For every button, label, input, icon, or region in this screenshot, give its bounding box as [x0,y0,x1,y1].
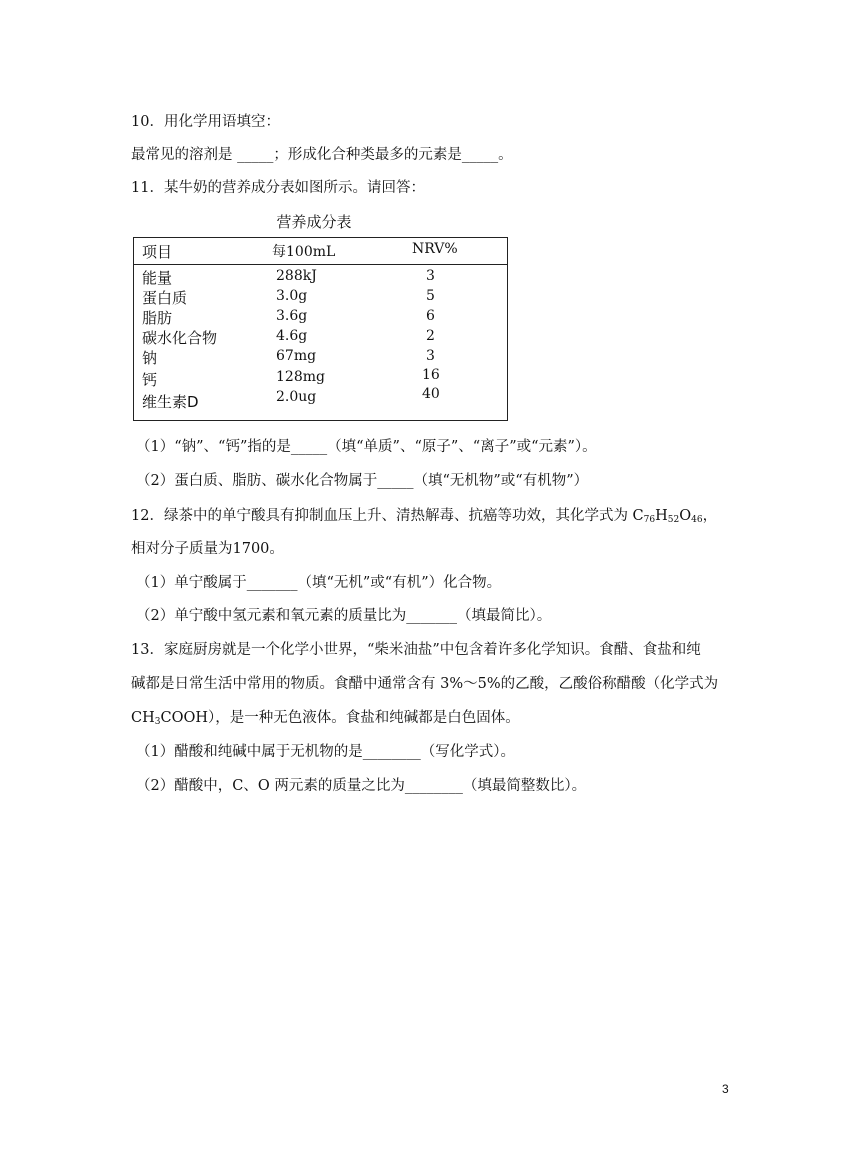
formula-c-subscript: 76 [643,515,656,525]
row-calcium-amount: 128mg [276,369,325,385]
row-carb-item: 碳水化合物 [142,329,218,347]
formula-o-subscript: 46 [691,515,703,525]
q13-sub2: （2）醋酸中，C、O 两元素的质量之比为________（填最简整数比）。 [136,778,587,794]
q11-sub1: （1）“钠”、“钙”指的是_____（填“单质”、“原子”、“离子”或“元素”）。 [136,439,597,455]
row-protein-item: 蛋白质 [142,289,188,307]
row-energy-item: 能量 [142,269,173,287]
q12-sub1: （1）单宁酸属于_______（填“无机”或“有机”）化合物。 [136,575,502,591]
row-energy-amount: 288kJ [276,268,317,284]
row-energy-nrv: 3 [426,268,435,284]
q10-body: 最常见的溶剂是 _____；形成化合种类最多的元素是_____。 [131,147,513,163]
formula-h: H [655,508,668,524]
q11-title: 11．某牛奶的营养成分表如图所示。请回答： [131,180,425,196]
q12-line1-prefix: 12．绿茶中的单宁酸具有抑制血压上升、清热解毒、抗癌等功效，其化学式为 C [131,508,644,524]
nutrition-table-figure [133,211,508,421]
q10-title: 10．用化学用语填空： [131,114,280,130]
q13-line3 [131,708,520,728]
q12-line2: 相对分子质量为1700。 [131,541,284,557]
row-sodium-item: 钠 [142,349,158,367]
nutrition-table [133,237,508,421]
row-sodium-nrv: 3 [426,348,435,364]
row-calcium-item: 钙 [142,371,158,389]
row-protein-nrv: 5 [426,288,435,304]
row-sodium-amount: 67mg [276,348,317,364]
formula-o: O [679,508,692,524]
row-fat-amount: 3.6g [276,308,308,324]
ch3-subscript: 3 [154,717,161,727]
q13-line3-prefix: CH [131,710,155,726]
row-protein-amount: 3.0g [276,288,308,304]
row-carb-nrv: 2 [426,328,435,344]
row-vitd-item: 维生素D [142,393,199,411]
row-fat-nrv: 6 [426,308,435,324]
q12-sub2: （2）单宁酸中氢元素和氧元素的质量比为_______（填最简比）。 [136,608,552,624]
row-fat-item: 脂肪 [142,309,173,327]
q12-line1-suffix: ， [702,508,718,524]
q13-sub1: （1）醋酸和纯碱中属于无机物的是________（写化学式）。 [136,744,515,760]
q11-sub2: （2）蛋白质、脂肪、碳水化合物属于_____（填“无机物”或“有机物”） [136,473,589,489]
q13-line3-suffix: COOH），是一种无色液体。食盐和纯碱都是白色固体。 [160,710,520,726]
q13-line2: 碱都是日常生活中常用的物质。食醋中通常含有 3%～5%的乙酸，乙酸俗称醋酸（化学式为 [131,676,719,692]
header-item: 项目 [142,243,173,261]
q13-line1: 13．家庭厨房就是一个化学小世界，“柴米油盐”中包含着许多化学知识。食醋、食盐和纯 [131,642,701,658]
q12-line1 [131,506,717,526]
page-number: 3 [722,1082,729,1096]
row-vitd-amount: 2.0ug [276,389,317,405]
header-nrv: NRV% [412,241,458,257]
header-per-100ml: 每100mL [272,244,336,260]
nutrition-table-header [134,238,507,265]
row-carb-amount: 4.6g [276,328,308,344]
row-calcium-nrv: 16 [422,367,440,383]
nutrition-table-title: 营养成分表 [276,213,352,231]
formula-h-subscript: 52 [667,515,680,525]
row-vitd-nrv: 40 [422,386,440,402]
